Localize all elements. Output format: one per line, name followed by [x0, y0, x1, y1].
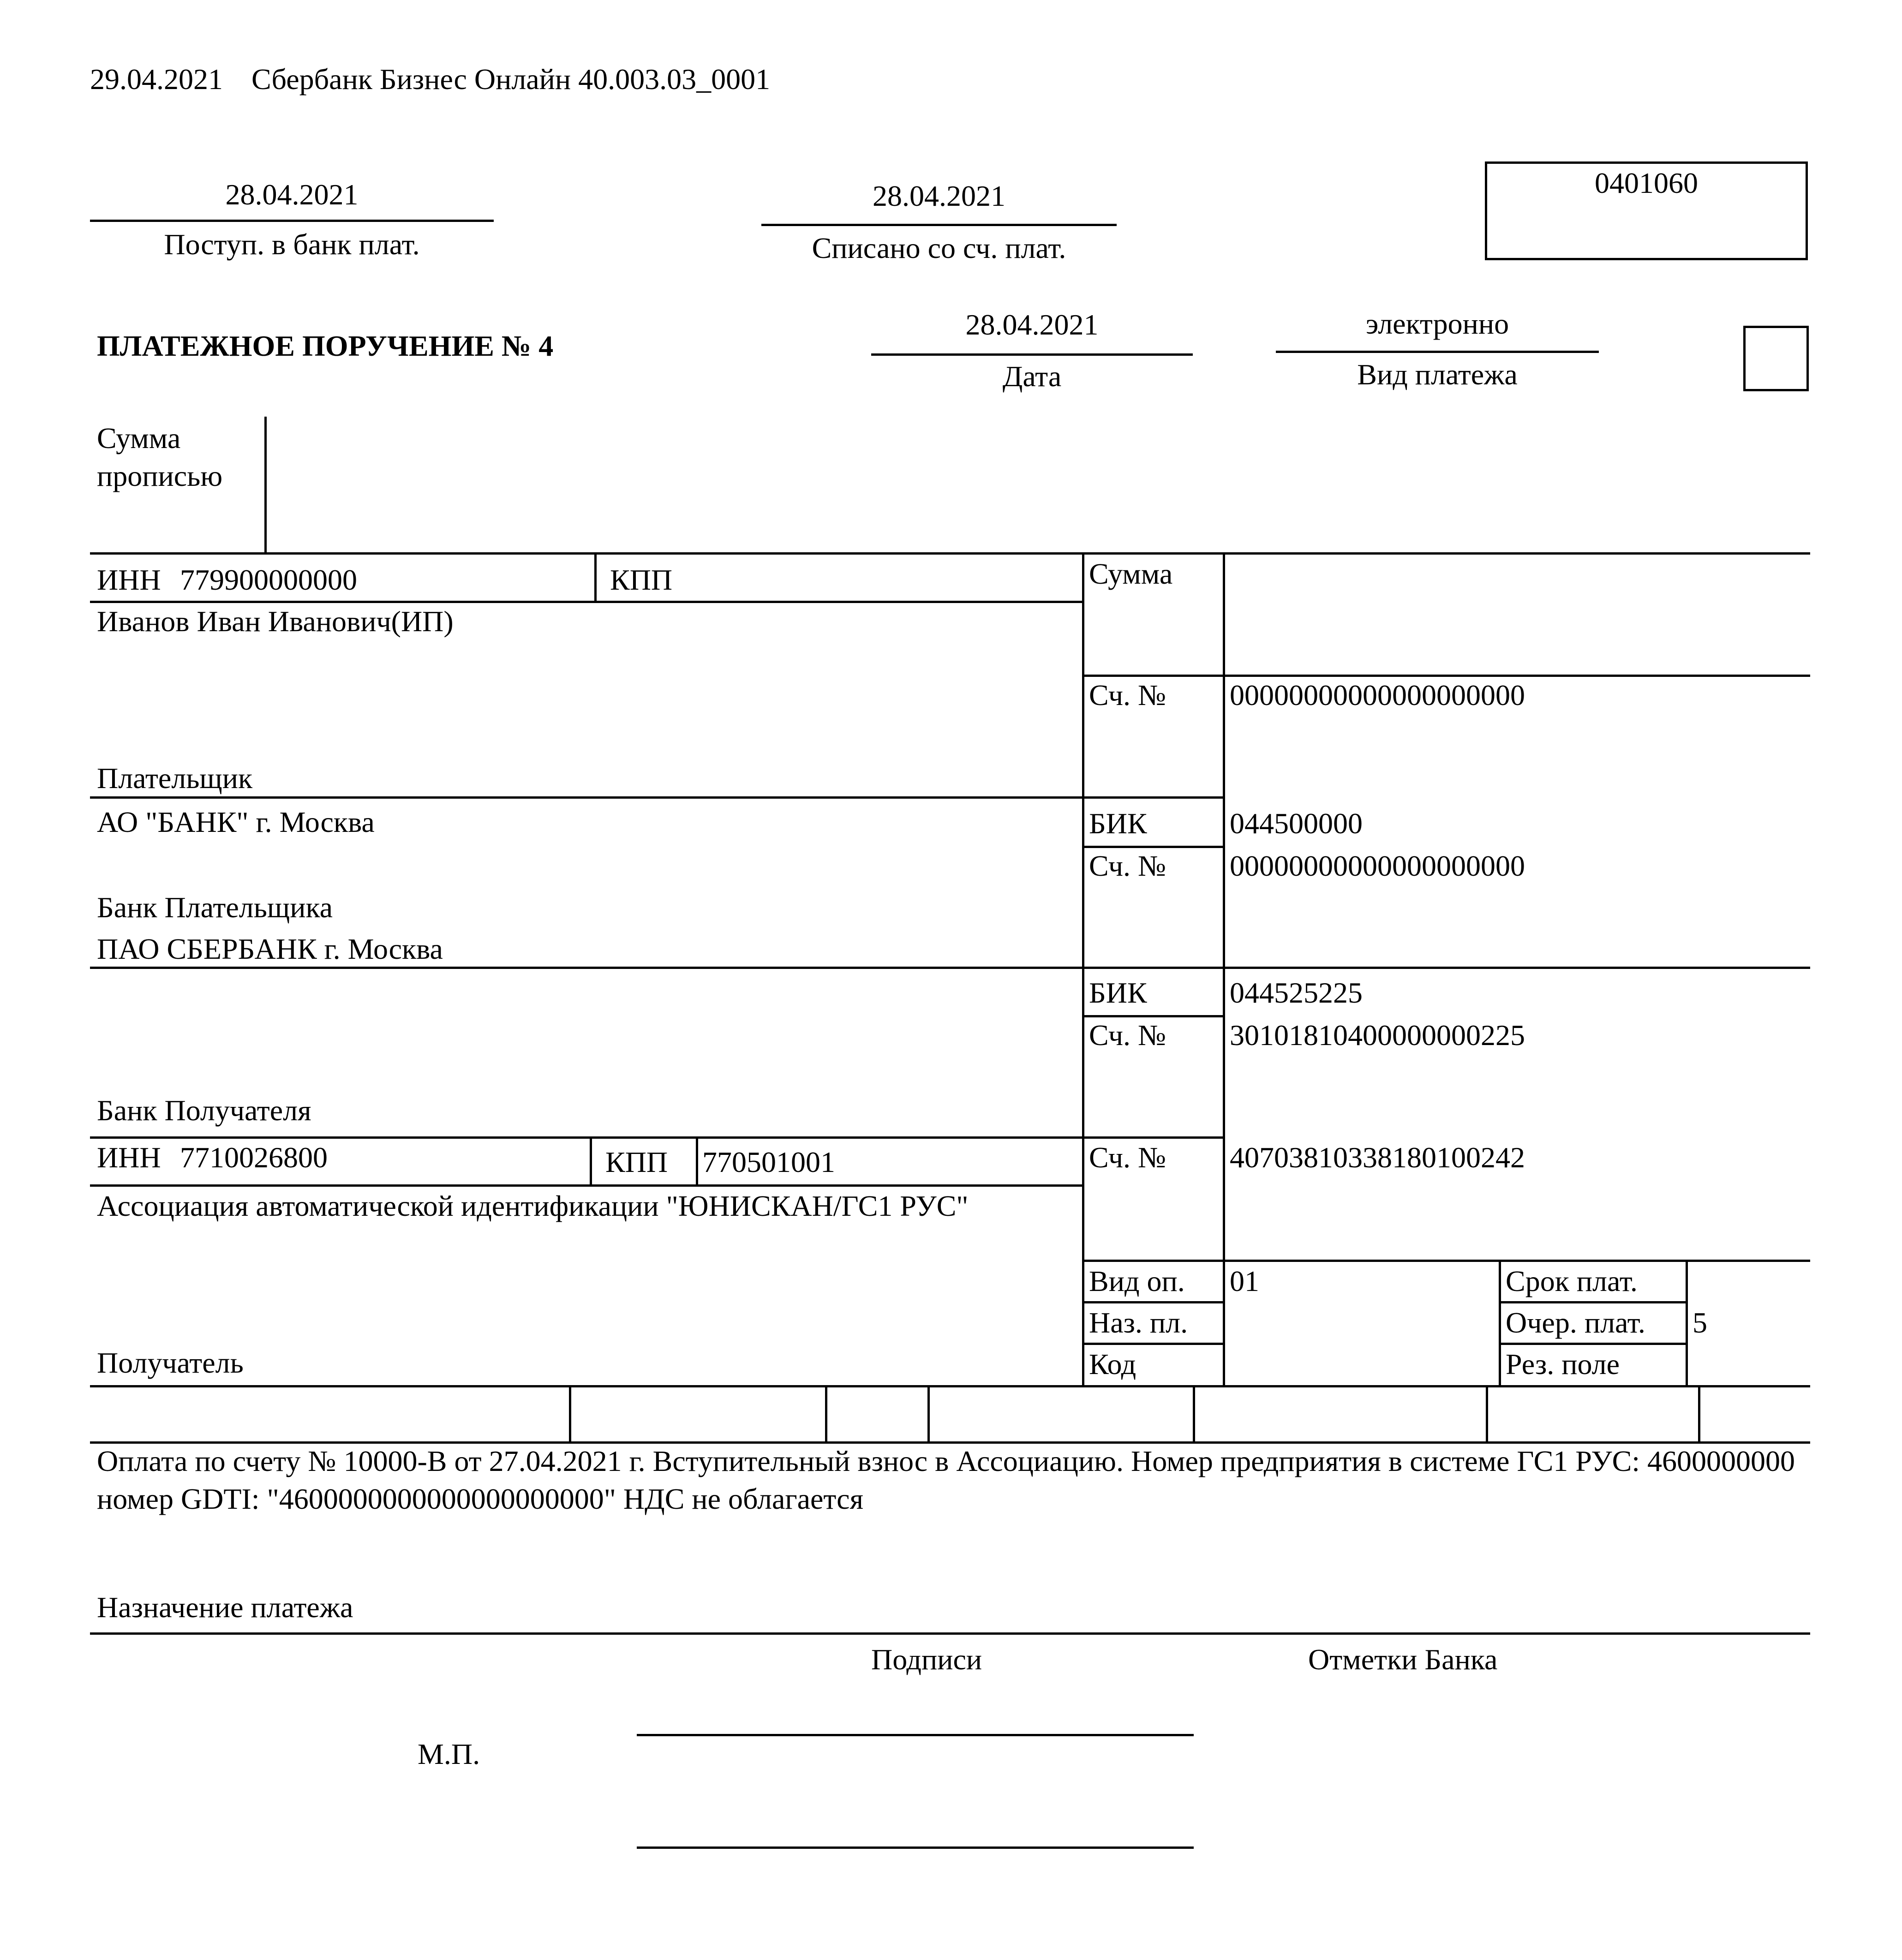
payee-bank-bottom-mid: [1082, 1136, 1224, 1139]
payee-bank-name: ПАО СБЕРБАНК г. Москва: [97, 932, 443, 965]
payment-type-value: электронно: [1365, 307, 1509, 340]
purpose-bottom-line: [90, 1632, 1810, 1635]
payer-account: 00000000000000000000: [1230, 679, 1525, 711]
received-label: Поступ. в банк плат.: [164, 228, 420, 261]
payee-bank-acc-label: Сч. №: [1089, 1019, 1166, 1052]
system-name: Сбербанк Бизнес Онлайн 40.003.03_0001: [251, 63, 771, 96]
tax-divider-3: [927, 1385, 930, 1442]
naz-pl-label: Наз. пл.: [1089, 1306, 1188, 1339]
stamp-label: М.П.: [418, 1738, 480, 1770]
payer-kpp-divider: [594, 554, 597, 602]
payer-bank-name: АО "БАНК" г. Москва: [97, 806, 375, 838]
payee-bank-bik: 044525225: [1230, 976, 1363, 1009]
signature-line-1: [637, 1734, 1194, 1736]
payee-inn: 7710026800: [180, 1141, 328, 1174]
debited-date: 28.04.2021: [873, 179, 1005, 212]
payee-bank-acc: 30101810400000000225: [1230, 1019, 1525, 1052]
payer-inn: 779900000000: [180, 563, 357, 596]
payee-bank-bik-label: БИК: [1089, 976, 1147, 1009]
payee-inn-row-line: [90, 1184, 1083, 1187]
vid-op-line: [1082, 1301, 1224, 1303]
document-title: ПЛАТЕЖНОЕ ПОРУЧЕНИЕ № 4: [97, 329, 554, 362]
tax-divider-4: [1193, 1385, 1195, 1442]
debited-label: Списано со сч. плат.: [812, 232, 1066, 264]
payer-bank-bik-label: БИК: [1089, 807, 1147, 840]
tax-divider-2: [825, 1385, 827, 1442]
payer-bank-bik-line: [1082, 846, 1224, 848]
table-top-line: [90, 552, 1810, 555]
payee-acc: 40703810338180100242: [1230, 1141, 1525, 1174]
payer-bank-label: Банк Плательщика: [97, 891, 333, 924]
payer-label: Плательщик: [97, 762, 253, 795]
rez-label: Рез. поле: [1506, 1348, 1620, 1380]
payee-kpp-value-divider: [696, 1138, 698, 1185]
operation-mid-divider: [1499, 1260, 1501, 1386]
ocher-value: 5: [1693, 1306, 1707, 1339]
operation-top-line: [1082, 1260, 1810, 1262]
status-checkbox: [1743, 326, 1809, 391]
bank-marks-label: Отметки Банка: [1308, 1643, 1498, 1676]
ocher-line: [1499, 1343, 1687, 1345]
payee-kpp-label: КПП: [605, 1146, 668, 1178]
payee-bank-bik-line: [1082, 1015, 1224, 1017]
srok-line: [1499, 1301, 1687, 1303]
payer-bank-acc: 00000000000000000000: [1230, 849, 1525, 882]
payer-kpp-label: КПП: [610, 563, 673, 596]
amount-row-line: [1082, 675, 1810, 677]
ocher-label: Очер. плат.: [1506, 1306, 1645, 1339]
print-date: 29.04.2021: [90, 63, 223, 96]
payer-inn-row-line: [90, 601, 1083, 603]
form-code: 0401060: [1595, 167, 1698, 199]
purpose-label: Назначение платежа: [97, 1591, 353, 1624]
amount-words-divider: [264, 417, 267, 554]
tax-divider-6: [1698, 1385, 1700, 1442]
payee-kpp-divider: [590, 1138, 592, 1185]
payee-bank-bottom-left: [90, 1136, 1083, 1139]
received-date: 28.04.2021: [225, 178, 359, 211]
payee-bank-label: Банк Получателя: [97, 1094, 311, 1127]
payer-bank-bik: 044500000: [1230, 807, 1363, 840]
operation-right-divider: [1686, 1260, 1688, 1386]
payer-bank-acc-label: Сч. №: [1089, 849, 1166, 882]
payer-account-label: Сч. №: [1089, 679, 1166, 711]
srok-label: Срок плат.: [1506, 1265, 1638, 1297]
payee-inn-label: ИНН: [97, 1141, 161, 1174]
signatures-label: Подписи: [871, 1643, 982, 1676]
tax-divider-1: [569, 1385, 571, 1442]
amount-words-label-2: прописью: [97, 460, 223, 492]
naz-pl-line: [1082, 1343, 1224, 1345]
kod-label: Код: [1089, 1348, 1136, 1380]
tax-row-top: [90, 1385, 1810, 1387]
payer-section-bottom: [90, 796, 1224, 799]
payment-purpose: Оплата по счету № 10000-В от 27.04.2021 г. Вступительный взнос в Ассоциацию. Номер предприятия в системе ГС1 РУС: 4600000000 номер GDTI: "4600000000000000000000" НДС не облагается: [97, 1445, 1795, 1515]
date-label: Дата: [1002, 360, 1062, 393]
payment-type-underline: [1276, 351, 1599, 353]
document-date: 28.04.2021: [965, 308, 1099, 341]
amount-words-label-1: Сумма: [97, 422, 181, 454]
date-underline: [871, 353, 1193, 356]
payer-bank-bottom: [90, 967, 1810, 969]
signature-line-2: [637, 1846, 1194, 1849]
tax-divider-5: [1486, 1385, 1488, 1442]
payee-acc-label: Сч. №: [1089, 1141, 1166, 1174]
payer-name: Иванов Иван Иванович(ИП): [97, 605, 454, 638]
payer-inn-label: ИНН: [97, 563, 161, 596]
received-underline: [90, 220, 494, 222]
payment-type-label: Вид платежа: [1357, 358, 1518, 391]
payee-label: Получатель: [97, 1346, 244, 1379]
payee-name: Ассоциация автоматической идентификации "ЮНИСКАН/ГС1 РУС": [97, 1189, 969, 1222]
vid-op-value: 01: [1230, 1265, 1259, 1297]
amount-label: Сумма: [1089, 557, 1173, 590]
vid-op-label: Вид оп.: [1089, 1265, 1185, 1297]
payee-kpp: 770501001: [702, 1146, 835, 1178]
debited-underline: [761, 224, 1117, 226]
